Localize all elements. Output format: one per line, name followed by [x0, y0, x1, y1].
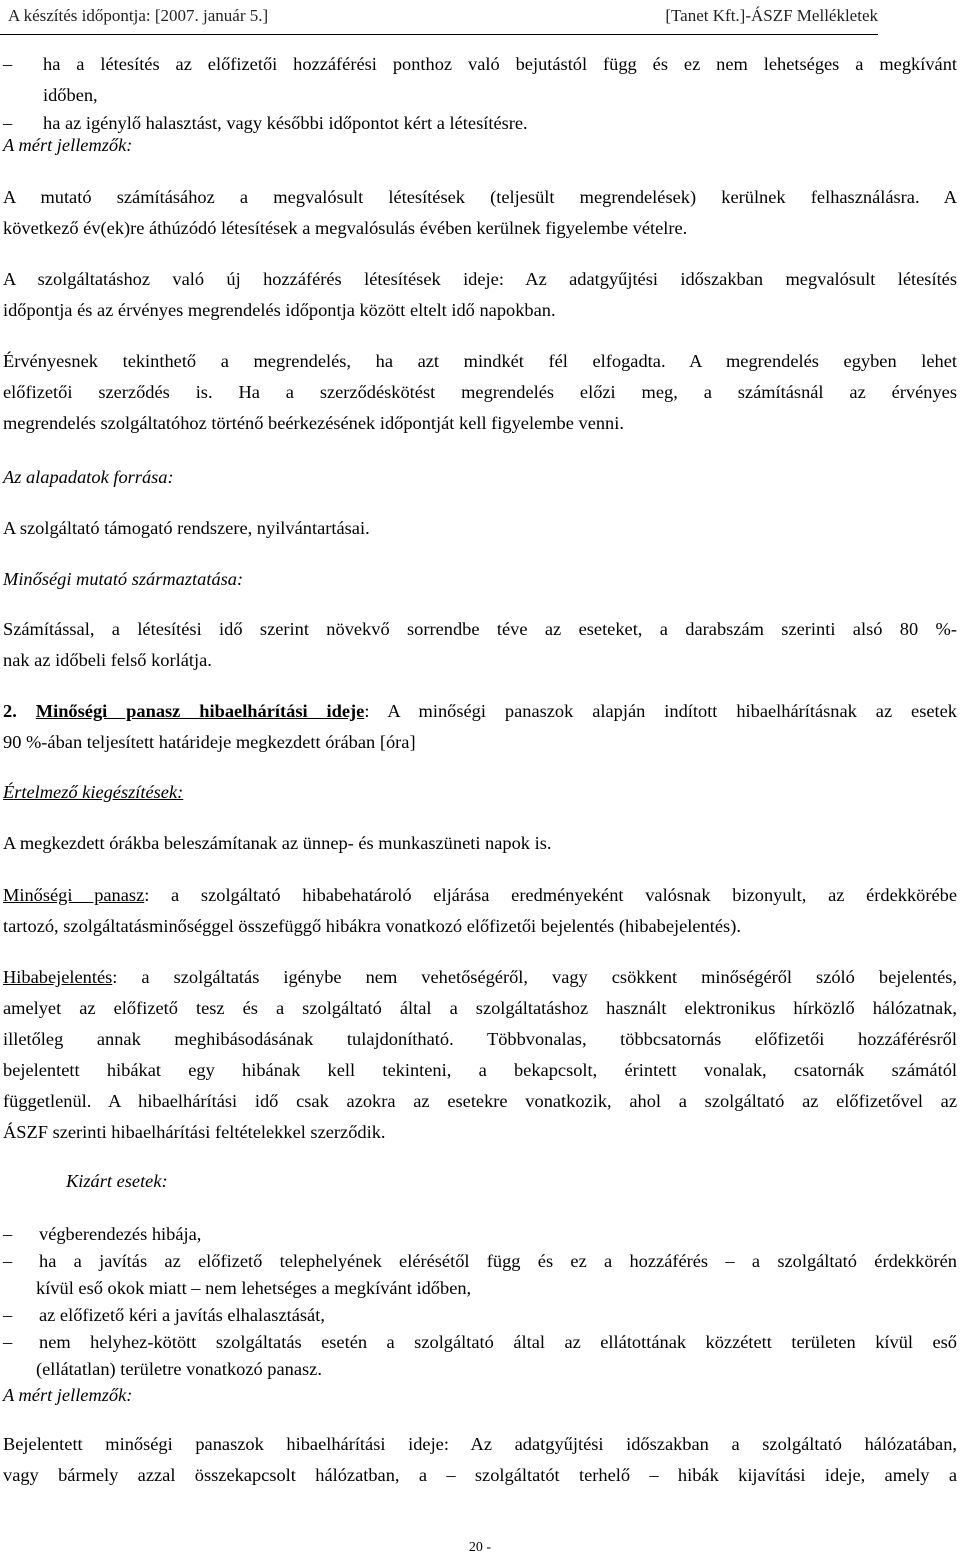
bullet-text: nem helyhez-kötött szolgáltatás esetén a szolgáltató által az ellátottának közzétett területen kívül eső [39, 1332, 957, 1352]
paragraph-line: időpontja és az érvényes megrendelés időpontja között eltelt idő napokban. [3, 300, 556, 320]
bullet-text: ha a javítás az előfizető telephelyének elérésétől függ és ez a hozzáférés – a szolgáltató érdekkörén [39, 1251, 957, 1271]
definition-line [3, 880, 957, 911]
bullet-text: időben, [43, 85, 98, 105]
header-title: [Tanet Kft.]-ÁSZF Mellékletek [665, 6, 878, 25]
metric-number: 2. [3, 701, 17, 721]
paragraph-line: tartozó, szolgáltatásminőséggel összefüggő hibákra vonatkozó előfizetői bejelentés (hibabejelentés). [3, 916, 741, 936]
paragraph-line: nak az időbeli felső korlátja. [3, 650, 212, 670]
bullet-dash: – [3, 1332, 13, 1352]
paragraph-line: A mutató számításához a megvalósult létesítések (teljesült megrendelések) kerülnek felhasználásra. A [3, 187, 957, 207]
bullet-text: kívül eső okok miatt – nem lehetséges a megkívánt időben, [36, 1278, 472, 1298]
header-rule [0, 34, 878, 35]
metric-title: Minőségi panasz hibaelhárítási ideje [35, 701, 365, 721]
definition-text: : a szolgáltató hibabehatároló eljárása eredményeként valósnak bizonyult, az érdekkörébe [144, 885, 957, 905]
page-number: 20 - [468, 1540, 492, 1555]
bullet-dash: – [3, 1305, 13, 1325]
header-date: A készítés időpontja: [2007. január 5.] [8, 6, 269, 25]
paragraph-line: Érvényesnek tekinthető a megrendelés, ha azt mindkét fél elfogadta. A megrendelés egyben lehet [3, 351, 957, 371]
bullet-dash: – [3, 113, 13, 133]
bullet-dash: – [3, 1251, 13, 1271]
paragraph-line: A szolgáltatáshoz való új hozzáférés létesítések ideje: Az adatgyűjtési időszakban megvalósult létesítés [3, 269, 957, 289]
definition-term: Minőségi panasz [3, 885, 145, 905]
paragraph-line: következő év(ek)re áthúzódó létesítések a megvalósulás évében kerülnek figyelembe vételre. [3, 218, 688, 238]
section-heading: Értelmező kiegészítések: [3, 782, 184, 802]
paragraph-line: vagy bármely azzal összekapcsolt hálózatban, a – szolgáltatót terhelő – hibák kijavítási ideje, amely a [3, 1465, 957, 1485]
page-header [0, 0, 960, 38]
bullet-text: ha az igénylő halasztást, vagy későbbi időpontot kért a létesítésre. [43, 113, 528, 133]
bullet-text: (ellátatlan) területre vonatkozó panasz. [36, 1359, 322, 1379]
definition-term: Hibabejelentés [3, 967, 113, 987]
paragraph-line: illetőleg annak meghibásodásának tulajdonítható. Többvonalas, többcsatornás előfizetői hozzáférésről [3, 1029, 957, 1049]
section-heading: Az alapadatok forrása: [3, 467, 174, 487]
paragraph-line: 90 %-ában teljesített határideje megkezdett órában [óra] [3, 732, 416, 752]
paragraph-line: A szolgáltató támogató rendszere, nyilvántartásai. [3, 518, 370, 538]
section-heading: A mért jellemzők: [3, 1385, 133, 1405]
bullet-text: végberendezés hibája, [39, 1224, 202, 1244]
bullet-dash: – [3, 54, 13, 74]
section-heading: Kizárt esetek: [66, 1171, 168, 1191]
section-heading: A mért jellemzők: [3, 135, 133, 155]
paragraph-line: függetlenül. A hibaelhárítási idő csak azokra az esetekre vonatkozik, ahol a szolgáltató az előfizetővel az [3, 1091, 957, 1111]
metric-title-line [3, 696, 957, 727]
definition-line [3, 962, 957, 993]
metric-description: : A minőségi panaszok alapján indított hibaelhárításnak az esetek [364, 701, 957, 721]
paragraph-line: Bejelentett minőségi panaszok hibaelhárítási ideje: Az adatgyűjtési időszakban a szolgáltató hálózatában, [3, 1434, 957, 1454]
section-heading: Minőségi mutató származtatása: [3, 569, 244, 589]
bullet-text: az előfizető kéri a javítás elhalasztását, [39, 1305, 325, 1325]
paragraph-line: A megkezdett órákba beleszámítanak az ünnep- és munkaszüneti napok is. [3, 833, 552, 853]
bullet-text: ha a létesítés az előfizetői hozzáférési ponthoz való bejutástól függ és ez nem lehetséges a megkívánt [43, 54, 957, 74]
paragraph-line: megrendelés szolgáltatóhoz történő beérkezésének időpontját kell figyelembe venni. [3, 413, 624, 433]
definition-text: : a szolgáltatás igénybe nem vehetőségéről, vagy csökkent minőségéről szóló bejelentés, [112, 967, 957, 987]
paragraph-line: Számítással, a létesítési idő szerint növekvő sorrendbe téve az eseteket, a darabszám szerinti alsó 80 %- [3, 619, 957, 639]
paragraph-line: amelyet az előfizető tesz és a szolgáltató által a szolgáltatáshoz használt elektronikus hírközlő hálózatnak, [3, 998, 957, 1018]
paragraph-line: előfizetői szerződés is. Ha a szerződéskötést megrendelés előzi meg, a számításnál az érvényes [3, 382, 957, 402]
paragraph-line: bejelentett hibákat egy hibának kell tekinteni, a bekapcsolt, érintett vonalak, csatornák számától [3, 1060, 957, 1080]
bullet-dash: – [3, 1224, 13, 1244]
paragraph-line: ÁSZF szerinti hibaelhárítási feltételekkel szerződik. [3, 1122, 386, 1142]
